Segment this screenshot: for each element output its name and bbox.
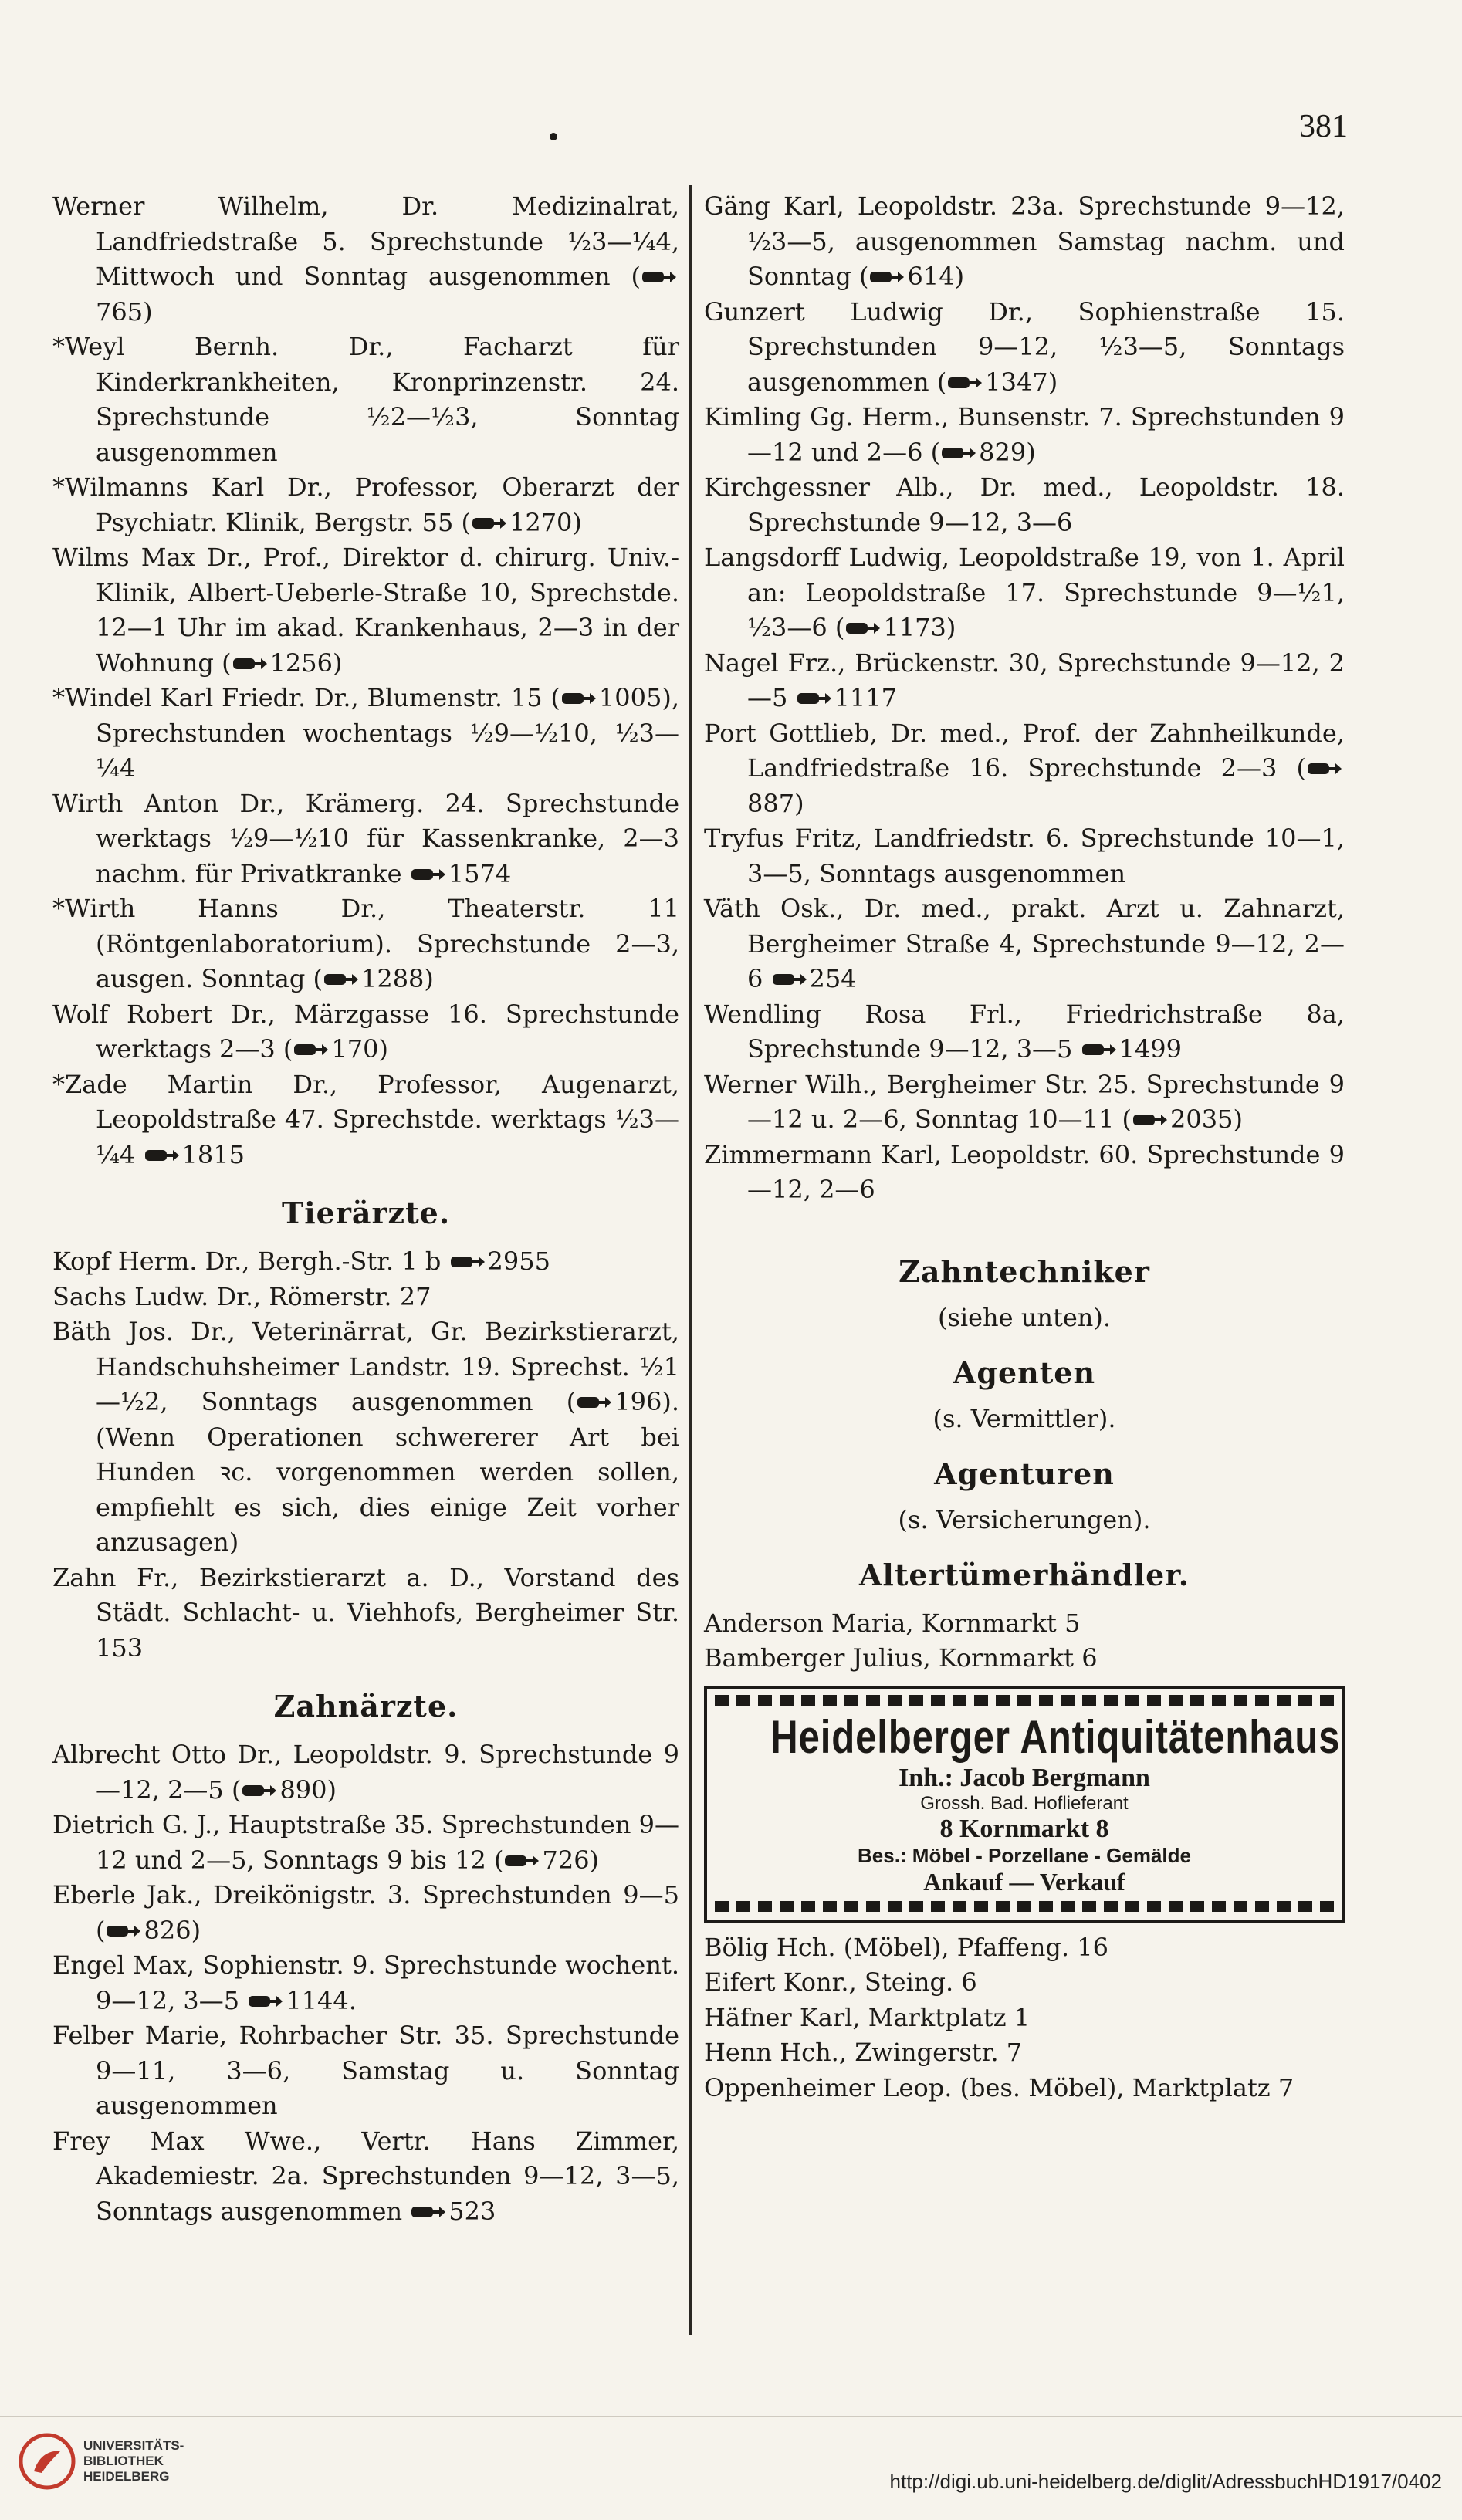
entry-text-after: . <box>348 1985 357 2015</box>
telephone-icon <box>1306 759 1342 779</box>
library-name <box>83 2438 184 2484</box>
entry-text-after: ) <box>954 262 965 291</box>
telephone-icon <box>293 1040 328 1060</box>
entry-text-after: ) <box>424 964 434 993</box>
telephone-icon <box>232 654 267 674</box>
entry-text: Werner Wilhelm, Dr. Medizinalrat, Landfriedstraße 5. Sprechstunde ½3—¼4, Mittwoch und Sonntag ausgenommen ( <box>52 191 679 291</box>
directory-entry <box>704 2001 1345 2036</box>
directory-entry <box>704 2035 1345 2071</box>
logo-line-1: UNIVERSITÄTS- <box>83 2438 184 2453</box>
library-seal-icon <box>19 2433 76 2490</box>
entry-text: Wolf Robert Dr., Märzgasse 16. Sprechstunde werktags 2—3 ( <box>52 999 679 1064</box>
ad-subtitle: Grossh. Bad. Hoflieferant <box>920 1792 1129 1814</box>
telephone-icon <box>560 688 596 709</box>
directory-entry <box>52 2018 679 2124</box>
directory-entry <box>704 400 1345 470</box>
telephone-icon <box>410 2202 445 2222</box>
phone-number: 1288 <box>360 964 425 993</box>
directory-entry <box>52 1067 679 1173</box>
directory-entry <box>704 1138 1345 1208</box>
phone-number: 1256 <box>269 648 333 678</box>
phone-number: 1173 <box>883 613 946 642</box>
entry-text: Frey Max Wwe., Vertr. Hans Zimmer, Akademiestr. 2a. Sprechstunden 9—12, 3—5, Sonntags ausgenommen <box>52 2126 679 2226</box>
directory-entry <box>704 997 1345 1067</box>
left-column <box>52 189 679 2229</box>
directory-entry <box>52 1561 679 1666</box>
phone-number: 1005 <box>598 683 662 712</box>
entry-text: Tryfus Fritz, Landfriedstr. 6. Sprechstunde 10—1, 3—5, Sonntags ausgenommen <box>704 824 1345 888</box>
telephone-icon <box>503 1851 539 1871</box>
directory-entry <box>52 786 679 892</box>
directory-entry <box>704 295 1345 401</box>
telephone-icon <box>1081 1040 1116 1060</box>
entry-text-after: ) <box>333 648 343 678</box>
library-logo <box>19 2433 184 2490</box>
right-column <box>704 189 1345 2106</box>
ad-border-top <box>715 1695 1334 1706</box>
phone-number: 1574 <box>448 858 512 888</box>
telephone-icon <box>144 1145 179 1165</box>
directory-entry <box>704 2071 1345 2106</box>
advertisement-antiquitaetenhaus <box>704 1686 1345 1923</box>
entry-text-after: ) <box>946 613 956 642</box>
directory-entry <box>704 1930 1345 1966</box>
ad-title: Heidelberger Antiquitätenhaus <box>770 1710 1341 1763</box>
entry-text-after: ) <box>378 1034 388 1064</box>
phone-number: 1117 <box>834 683 897 712</box>
phone-number: 2035 <box>1170 1104 1234 1134</box>
directory-entry <box>52 330 679 470</box>
phone-number: 170 <box>331 1034 379 1064</box>
phone-number: 726 <box>542 1845 590 1875</box>
directory-entry <box>52 470 679 540</box>
directory-entry <box>52 1314 679 1561</box>
directory-entry <box>704 716 1345 822</box>
source-url-link[interactable]: http://digi.ub.uni-heidelberg.de/diglit/AdressbuchHD1917/0402 <box>889 2470 1442 2493</box>
directory-entry <box>52 1737 679 1808</box>
telephone-icon <box>844 618 880 638</box>
ad-border-bottom <box>715 1901 1334 1912</box>
phone-number: 523 <box>448 2196 496 2226</box>
entry-text: Bamberger Julius, Kornmarkt 6 <box>704 1643 1098 1673</box>
entries-altertuemer-cont-list <box>704 1930 1345 2106</box>
entry-text: Dietrich G. J., Hauptstraße 35. Sprechstunden 9—12 und 2—5, Sonntags 9 bis 12 ( <box>52 1810 679 1875</box>
entry-text: *Zade Martin Dr., Professor, Augenarzt, Leopoldstraße 47. Sprechstde. werktags ½3—¼4 <box>52 1069 679 1169</box>
directory-entry <box>704 1965 1345 2001</box>
directory-entry <box>52 189 679 330</box>
entry-text: *Wilmanns Karl Dr., Professor, Oberarzt der Psychiatr. Klinik, Bergstr. 55 ( <box>52 472 679 537</box>
entry-text-after: ) <box>327 1774 337 1805</box>
heading-altertuemerhaendler: Altertümerhändler. <box>858 1557 1190 1592</box>
phone-number: 1144 <box>286 1985 349 2015</box>
directory-entry <box>52 681 679 786</box>
entry-text-after: ), Sprechstunden wochentags ½9—½10, ½3—¼4 <box>96 683 679 783</box>
phone-number: 887 <box>747 788 795 818</box>
entry-text: Port Gottlieb, Dr. med., Prof. der Zahnheilkunde, Landfriedstraße 16. Sprechstunde 2—3 ( <box>704 718 1345 783</box>
entry-text: Langsdorff Ludwig, Leopoldstraße 19, von 1. April an: Leopoldstraße 17. Sprechstunde 9—½1, ½3—6 ( <box>704 543 1345 642</box>
entry-text: Eberle Jak., Dreikönigstr. 3. Sprechstunden 9—5 ( <box>52 1880 679 1945</box>
telephone-icon <box>868 267 904 287</box>
directory-entry <box>52 1878 679 1948</box>
entries-zahnaerzte-cont-list <box>704 189 1345 1208</box>
entry-text: Oppenheimer Leop. (bes. Möbel), Marktplatz 7 <box>704 2072 1294 2102</box>
telephone-icon <box>105 1921 140 1941</box>
entry-text: *Wirth Hanns Dr., Theaterstr. 11 (Röntgenlaboratorium). Sprechstunde 2—3, ausgen. Sonntag ( <box>52 894 679 993</box>
entry-text: Eifert Konr., Steing. 6 <box>704 1967 977 1997</box>
telephone-icon <box>241 1781 276 1801</box>
note-zahntechniker: (siehe unten). <box>937 1302 1112 1332</box>
directory-entry <box>704 891 1345 997</box>
heading-tieraerzte: Tierärzte. <box>281 1196 451 1230</box>
entry-text-after: ). (Wenn Operationen schwererer Art bei Hunden ꝛc. vorgenommen werden sollen, empfiehlt es sich, dies einige Zeit vorher anzusagen) <box>96 1387 679 1557</box>
logo-line-3: HEIDELBERG <box>83 2469 170 2484</box>
printer-dot <box>550 133 557 140</box>
entries-zahnaerzte-list <box>52 1737 679 2229</box>
directory-entry <box>52 1948 679 2018</box>
footer-divider <box>0 2416 1462 2417</box>
directory-entry <box>704 821 1345 891</box>
directory-entry <box>704 189 1345 295</box>
phone-number: 829 <box>979 437 1027 467</box>
phone-number: 2955 <box>487 1246 550 1276</box>
directory-entry <box>52 1280 679 1315</box>
entry-text-after: ) <box>589 1845 600 1875</box>
phone-number: 1347 <box>985 367 1048 397</box>
telephone-icon <box>1132 1110 1167 1130</box>
directory-entry <box>704 470 1345 540</box>
entry-text: Bölig Hch. (Möbel), Pfaffeng. 16 <box>704 1932 1108 1962</box>
phone-number: 196 <box>614 1387 662 1416</box>
directory-entry <box>52 1808 679 1878</box>
entry-text: Bäth Jos. Dr., Veterinärrat, Gr. Bezirkstierarzt, Handschuhsheimer Landstr. 19. Sprechst. ½1—½2, Sonntags ausgenommen ( <box>52 1317 679 1416</box>
entry-text: Kimling Gg. Herm., Bunsenstr. 7. Sprechstunden 9—12 und 2—6 ( <box>704 402 1345 467</box>
phone-number: 1499 <box>1118 1034 1183 1064</box>
phone-number: 1270 <box>509 507 573 537</box>
note-agenten: (s. Vermittler). <box>932 1403 1116 1433</box>
column-divider <box>689 185 692 2335</box>
directory-entry <box>704 1606 1345 1642</box>
phone-number: 254 <box>809 964 857 993</box>
telephone-icon <box>771 969 807 989</box>
ad-address: 8 Kornmarkt 8 <box>939 1814 1109 1843</box>
phone-number: 614 <box>907 262 955 291</box>
entry-text-after: ) <box>143 296 153 326</box>
entry-text: Wirth Anton Dr., Krämerg. 24. Sprechstunde werktags ½9—½10 für Kassenkranke, 2—3 nachm. für Privatkranke <box>52 788 679 888</box>
directory-entry <box>52 2124 679 2230</box>
entries-aerzte-list <box>52 189 679 1172</box>
directory-entry <box>52 891 679 997</box>
directory-entry <box>704 1641 1345 1676</box>
telephone-icon <box>410 864 445 885</box>
entry-text: Nagel Frz., Brückenstr. 30, Sprechstunde 9—12, 2—5 <box>704 648 1345 712</box>
entry-text: Kirchgessner Alb., Dr. med., Leopoldstr. 18. Sprechstunde 9—12, 3—6 <box>704 472 1345 537</box>
phone-number: 765 <box>96 296 144 326</box>
entry-text-after: ) <box>1047 367 1058 397</box>
entry-text: Zimmermann Karl, Leopoldstr. 60. Sprechstunde 9—12, 2—6 <box>704 1139 1345 1204</box>
telephone-icon <box>576 1392 611 1412</box>
ad-ankauf-verkauf: Ankauf — Verkauf <box>923 1867 1125 1896</box>
entry-text-after: ) <box>191 1915 201 1945</box>
phone-number: 890 <box>279 1774 327 1805</box>
ad-bes: Bes.: Möbel - Porzellane - Gemälde <box>858 1843 1191 1867</box>
phone-number: 1815 <box>181 1139 245 1169</box>
heading-agenten: Agenten <box>953 1355 1096 1390</box>
telephone-icon <box>471 513 506 533</box>
telephone-icon <box>247 1991 283 2011</box>
entry-text: Felber Marie, Rohrbacher Str. 35. Sprechstunde 9—11, 3—6, Samstag u. Sonntag ausgenommen <box>52 2021 679 2120</box>
entry-text: Engel Max, Sophienstr. 9. Sprechstunde wochent. 9—12, 3—5 <box>52 1950 679 2015</box>
entry-text: *Windel Karl Friedr. Dr., Blumenstr. 15 ( <box>52 683 560 712</box>
directory-entry <box>704 646 1345 716</box>
entry-text: Werner Wilh., Bergheimer Str. 25. Sprechstunde 9—12 u. 2—6, Sonntag 10—11 ( <box>704 1069 1345 1134</box>
entry-text-after: ) <box>1026 437 1036 467</box>
entries-tieraerzte-list <box>52 1244 679 1666</box>
note-agenturen: (s. Versicherungen). <box>898 1504 1151 1534</box>
heading-zahnaerzte: Zahnärzte. <box>273 1689 459 1723</box>
entry-text: Wendling Rosa Frl., Friedrichstraße 8a, Sprechstunde 9—12, 3—5 <box>704 999 1345 1064</box>
page-number: 381 <box>1299 109 1348 144</box>
entry-text-after: ) <box>1233 1104 1243 1134</box>
heading-agenturen: Agenturen <box>934 1456 1115 1491</box>
telephone-icon <box>796 688 831 709</box>
entry-text: Kopf Herm. Dr., Bergh.-Str. 1 b <box>52 1246 449 1276</box>
entry-text: Häfner Karl, Marktplatz 1 <box>704 2002 1031 2032</box>
telephone-icon <box>946 373 982 393</box>
entry-text: Zahn Fr., Bezirkstierarzt a. D., Vorstand des Städt. Schlacht- u. Viehhofs, Bergheimer Str. 153 <box>52 1562 679 1663</box>
entry-text: Väth Osk., Dr. med., prakt. Arzt u. Zahnarzt, Bergheimer Straße 4, Sprechstunde 9—12, 2—6 <box>704 894 1345 993</box>
entry-text: Gunzert Ludwig Dr., Sophienstraße 15. Sprechstunden 9—12, ½3—5, Sonntags ausgenommen ( <box>704 296 1345 397</box>
phone-number: 826 <box>144 1915 191 1945</box>
telephone-icon <box>641 267 676 287</box>
entries-altertuemer-list <box>704 1606 1345 1676</box>
entry-text-after: ) <box>572 507 582 537</box>
ad-owner: Inh.: Jacob Bergmann <box>899 1763 1150 1792</box>
entry-text: Sachs Ludw. Dr., Römerstr. 27 <box>52 1281 431 1311</box>
telephone-icon <box>940 443 976 463</box>
directory-entry <box>704 1067 1345 1138</box>
telephone-icon <box>323 969 358 989</box>
directory-entry <box>52 540 679 681</box>
entry-text: Gäng Karl, Leopoldstr. 23a. Sprechstunde 9—12, ½3—5, ausgenommen Samstag nachm. und Sonntag ( <box>704 191 1345 291</box>
entry-text: Anderson Maria, Kornmarkt 5 <box>704 1608 1081 1638</box>
directory-entry <box>52 997 679 1067</box>
entry-text: Albrecht Otto Dr., Leopoldstr. 9. Sprechstunde 9—12, 2—5 ( <box>52 1740 679 1805</box>
entry-text: *Weyl Bernh. Dr., Facharzt für Kinderkrankheiten, Kronprinzenstr. 24. Sprechstunde ½2—½3, Sonntag ausgenommen <box>52 332 679 467</box>
directory-entry <box>52 1244 679 1280</box>
telephone-icon <box>449 1252 485 1272</box>
directory-entry <box>704 540 1345 646</box>
heading-zahntechniker: Zahntechniker <box>899 1253 1150 1289</box>
entry-text: Henn Hch., Zwingerstr. 7 <box>704 2038 1023 2067</box>
entry-text-after: ) <box>794 788 804 818</box>
logo-line-2: BIBLIOTHEK <box>83 2454 164 2468</box>
entry-text: Wilms Max Dr., Prof., Direktor d. chirurg. Univ.-Klinik, Albert-Ueberle-Straße 10, Sprechstde. 12—1 Uhr im akad. Krankenhaus, 2—3 in der Wohnung ( <box>52 543 679 678</box>
